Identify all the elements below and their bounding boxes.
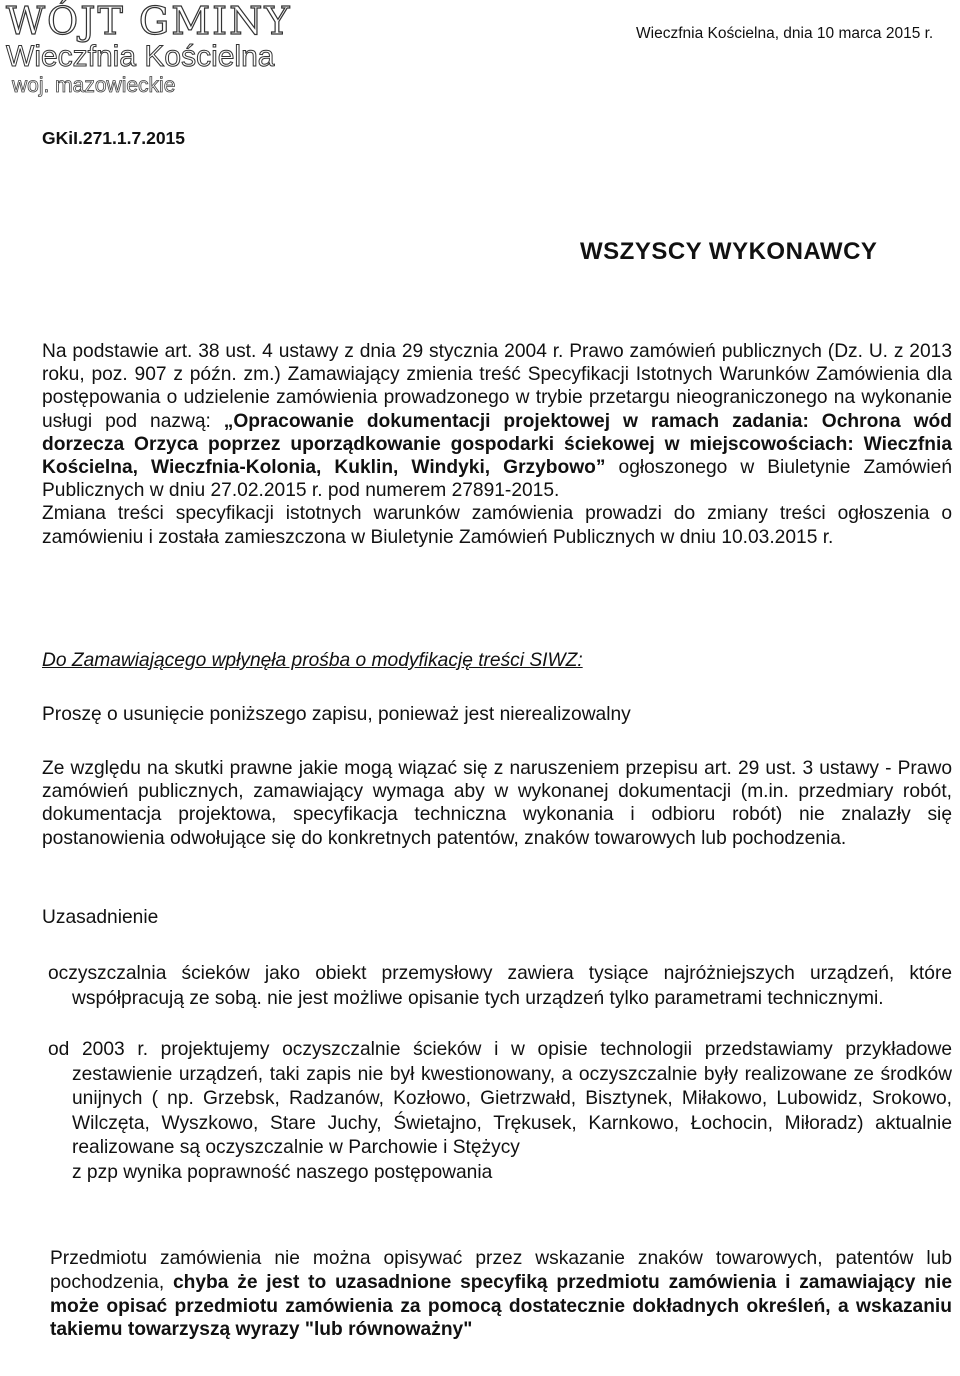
list-item: oczyszczalnia ścieków jako obiekt przemysłowy zawiera tysiące najróżniejszych urządzeń, które współpracują ze sobą. nie jest możliwe opisanie tych urządzeń tylko parametrami technicznymi. (48, 963, 952, 1009)
list-item: z pzp wynika poprawność naszego postępowania (72, 1161, 493, 1183)
justification-list-continued (48, 1038, 952, 1185)
stamp-voivodeship: woj. mazowieckie (12, 74, 176, 97)
intro-text: Na podstawie art. 38 ust. 4 ustawy z dnia 29 stycznia 2004 r. Prawo zamówień publicznych (Dz. U. z 2013 roku, poz. 907 z późn. zm.) Zamawiający zmienia treść Specyfikacji Istotnych Warunków Zamówienia dla postępowania o udzielenie zamówienia prowadzonego w trybie przetargu nieograniczonego na wykonanie usługi pod nazwą: (42, 341, 952, 432)
final-text: Przedmiotu zamówienia nie można opisywać przez wskazanie znaków towarowych, patentów lub pochodzenia, (50, 1248, 952, 1293)
stamp-title: WÓJT GMINY (6, 0, 292, 43)
justification-heading: Uzasadnienie (42, 907, 159, 928)
official-stamp (6, 2, 296, 98)
change-notice: Zmiana treści specyfikacji istotnych warunków zamówienia prowadzi do zmiany treści ogłoszenia o zamówieniu i została zamieszczona w Biuletynie Zamówień Publicznych w dniu 10.03.2015 r. (42, 503, 952, 548)
final-bold-text: chyba że jest to uzasadnione specyfiką przedmiotu zamówienia i zamawiający nie może opisać przedmiotu zamówienia za pomocą dostatecznie dokładnych określeń, a wskazaniu takiemu towarzyszą wyrazy "lub równoważny" (50, 1271, 953, 1341)
request-heading: Do Zamawiającego wpłynęła prośba o modyfikację treści SIWZ: (42, 650, 583, 671)
list-item: od 2003 r. projektujemy oczyszczalnie ścieków i w opisie technologii przedstawiamy przykładowe zestawienie urządzeń, taki zapis nie był kwestionowany, a oczyszczalnie były realizowane ze środków unijnych ( np. Grzebsk, Radzanów, Kozłowo, Gietrzwałd, Bisztynek, Miłakowo, Lubowidz, Srokowo, Wilczęta, Wyszkowo, Stare Juchy, Świetajno, Trękusek, Karnkowo, Łochocin, Miłoradz) aktualnie realizowane są oczyszczalnie w Parchowie i Stężycy (48, 1039, 952, 1158)
quoted-clause: Ze względu na skutki prawne jakie mogą wiązać się z naruszeniem przepisu art. 29 ust. 3 ustawy - Prawo zamówień publicznych, zamawiający wymaga aby w wykonanej dokumentacji (m.in. przedmiary robót, dokumentacja projektowa, specyfikacja techniczna wykonania i odbioru robót) nie znalazły się postanowienia odwołujące się do konkretnych patentów, znaków towarowych lub pochodzenia. (42, 758, 952, 849)
stamp-municipality: Wieczfnia Kościelna (6, 40, 275, 73)
justification-list (48, 962, 952, 1011)
intro-paragraph (42, 340, 952, 549)
request-line: Proszę o usunięcie poniższego zapisu, ponieważ jest nierealizowalny (42, 704, 631, 725)
intro-text-continued: ogłoszonego w Biuletynie Zamówień Publicznych w dniu 27.02.2015 r. pod numerem 27891-2015. (42, 457, 952, 502)
final-paragraph (50, 1247, 952, 1342)
addressee: WSZYSCY WYKONAWCY (580, 238, 878, 265)
document-date: Wieczfnia Kościelna, dnia 10 marca 2015 r. (636, 25, 934, 42)
project-title: „Opracowanie dokumentacji projektowej w ramach zadania: Ochrona wód dorzecza Orzyca poprzez uporządkowanie gospodarki ściekowej w miejscowościach: Wieczfnia Kościelna, Wieczfnia-Kolonia, Kuklin, Windyki, Grzybowo” (42, 410, 952, 479)
reference-number: GKiI.271.1.7.2015 (42, 128, 186, 148)
